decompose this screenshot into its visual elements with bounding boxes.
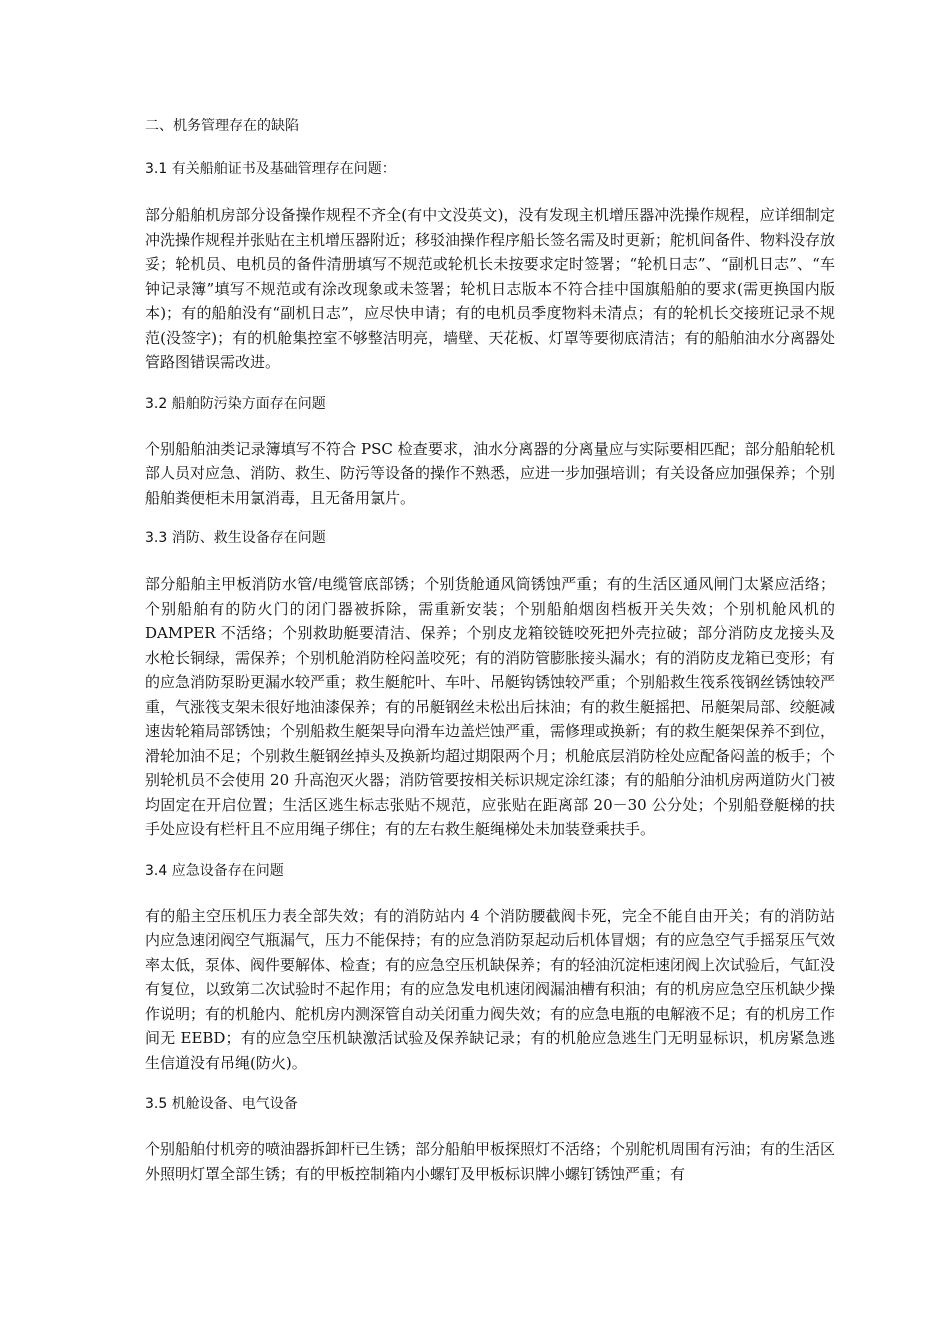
section-heading-3-4: 3.4 应急设备存在问题 bbox=[145, 862, 284, 879]
section-heading-3-1: 3.1 有关船舶证书及基础管理存在问题： bbox=[145, 161, 396, 177]
document-body bbox=[145, 116, 835, 1186]
section-paragraph-3-3: 部分船舶主甲板消防水管/电缆管底部锈；个别货舱通风筒锈蚀严重；有的生活区通风闸门太紧应活络；个别船舶有的防火门的闭门器被拆除，需重新安装；个别船舶烟囱档板开关失效；个别机舱风机的 DAMPER 不活络；个别救助艇要清洁、保养；个别皮龙箱铰链咬死把外壳拉破；部分消防皮龙接头及水枪长铜绿，需保养；个别机舱消防栓闷盖咬死；有的消防管膨胀接头漏水；有的消防皮龙箱已变形；有的应急消防泵盼更漏水较严重；救生艇舵叶、车叶、吊艇钩锈蚀较严重；个别船救生筏系筏钢丝锈蚀较严重，气涨筏支架未很好地油漆保养；有的吊艇钢丝未松出后抹油；有的救生艇摇把、吊艇架局部、绞艇减速齿轮箱局部锈蚀；个别船救生艇架导向滑车边盖烂蚀严重，需修理或换新；有的救生艇架保养不到位，滑轮加油不足；个别救生艇钢丝掉头及换新均超过期限两个月；机舱底层消防栓处应配备闷盖的板手；个别轮机员不会使用 20 升高泡灭火器；消防管要按相关标识规定涂红漆；有的船舶分油机房两道防火门被均固定在开启位置；生活区逃生标志张贴不规范，应张贴在距离部 20－30 公分处；个别船登艇梯的扶手处应设有栏杆且不应用绳子绑住；有的左右救生艇绳梯处未加装登乘扶手。 bbox=[145, 575, 836, 838]
section-heading-3-3: 3.3 消防、救生设备存在问题 bbox=[145, 530, 326, 546]
section-paragraph-3-1: 部分船舶机房部分设备操作规程不齐全(有中文没英文)，没有发现主机增压器冲洗操作规程，应详细制定冲洗操作规程并张贴在主机增压器附近；移驳油操作程序船长签名需及时更新；舵机间备件、物料没存放妥；轮机员、电机员的备件清册填写不规范或轮机长未按要求定时签署；“轮机日志”、“副机日志”、“车钟记录簿”填写不规范或有涂改现象或未签署；轮机日志版本不符合挂中国旗船舶的要求(需更换国内版本)；有的船舶没有“副机日志”，应尽快申请；有的电机员季度物料未清点；有的轮机长交接班记录不规范(没签字)；有的机舱集控室不够整洁明亮，墙壁、天花板、灯罩等要彻底清洁；有的船舶油水分离器处管路图错误需改进。 bbox=[145, 206, 836, 371]
section-paragraph-3-4: 有的船主空压机压力表全部失效；有的消防站内 4 个消防腰截阀卡死，完全不能自由开关；有的消防站内应急速闭阀空气瓶漏气，压力不能保持；有的应急消防泵起动后机体冒烟；有的应急空气手摇泵压气效率太低，泵体、阀件要解体、检查；有的应急空压机缺保养；有的轻油沉淀柜速闭阀上次试验后，气缸没有复位，以致第二次试验时不起作用；有的应急发电机速闭阀漏油槽有积油；有的机房应急空压机缺少操作说明；有的机舱内、舵机房内测深管自动关闭重力阀失效；有的应急电瓶的电解液不足；有的机房工作间无 EEBD；有的应急空压机缺激活试验及保养缺记录；有的机舱应急逃生门无明显标识，机房紧急逃生信道没有吊绳(防火)。 bbox=[145, 906, 836, 1072]
section-heading-3-2: 3.2 船舶防污染方面存在问题 bbox=[145, 395, 326, 412]
section-heading-3-5: 3.5 机舱设备、电气设备 bbox=[145, 1096, 298, 1112]
section-paragraph-3-2: 个别船舶油类记录簿填写不符合 PSC 检查要求，油水分离器的分离量应与实际要相匹配；部分船舶轮机部人员对应急、消防、救生、防污等设备的操作不熟悉，应进一步加强培训；有关设备应加强保养；个别船舶粪便柜未用氯消毒，且无备用氯片。 bbox=[145, 439, 836, 507]
main-heading: 二、机务管理存在的缺陷 bbox=[145, 118, 299, 134]
section-paragraph-3-5: 个别船舶付机旁的喷油器拆卸杆已生锈；部分船舶甲板探照灯不活络；个别舵机周围有污油；有的生活区外照明灯罩全部生锈；有的甲板控制箱内小螺钉及甲板标识牌小螺钉锈蚀严重；有 bbox=[145, 1140, 836, 1183]
